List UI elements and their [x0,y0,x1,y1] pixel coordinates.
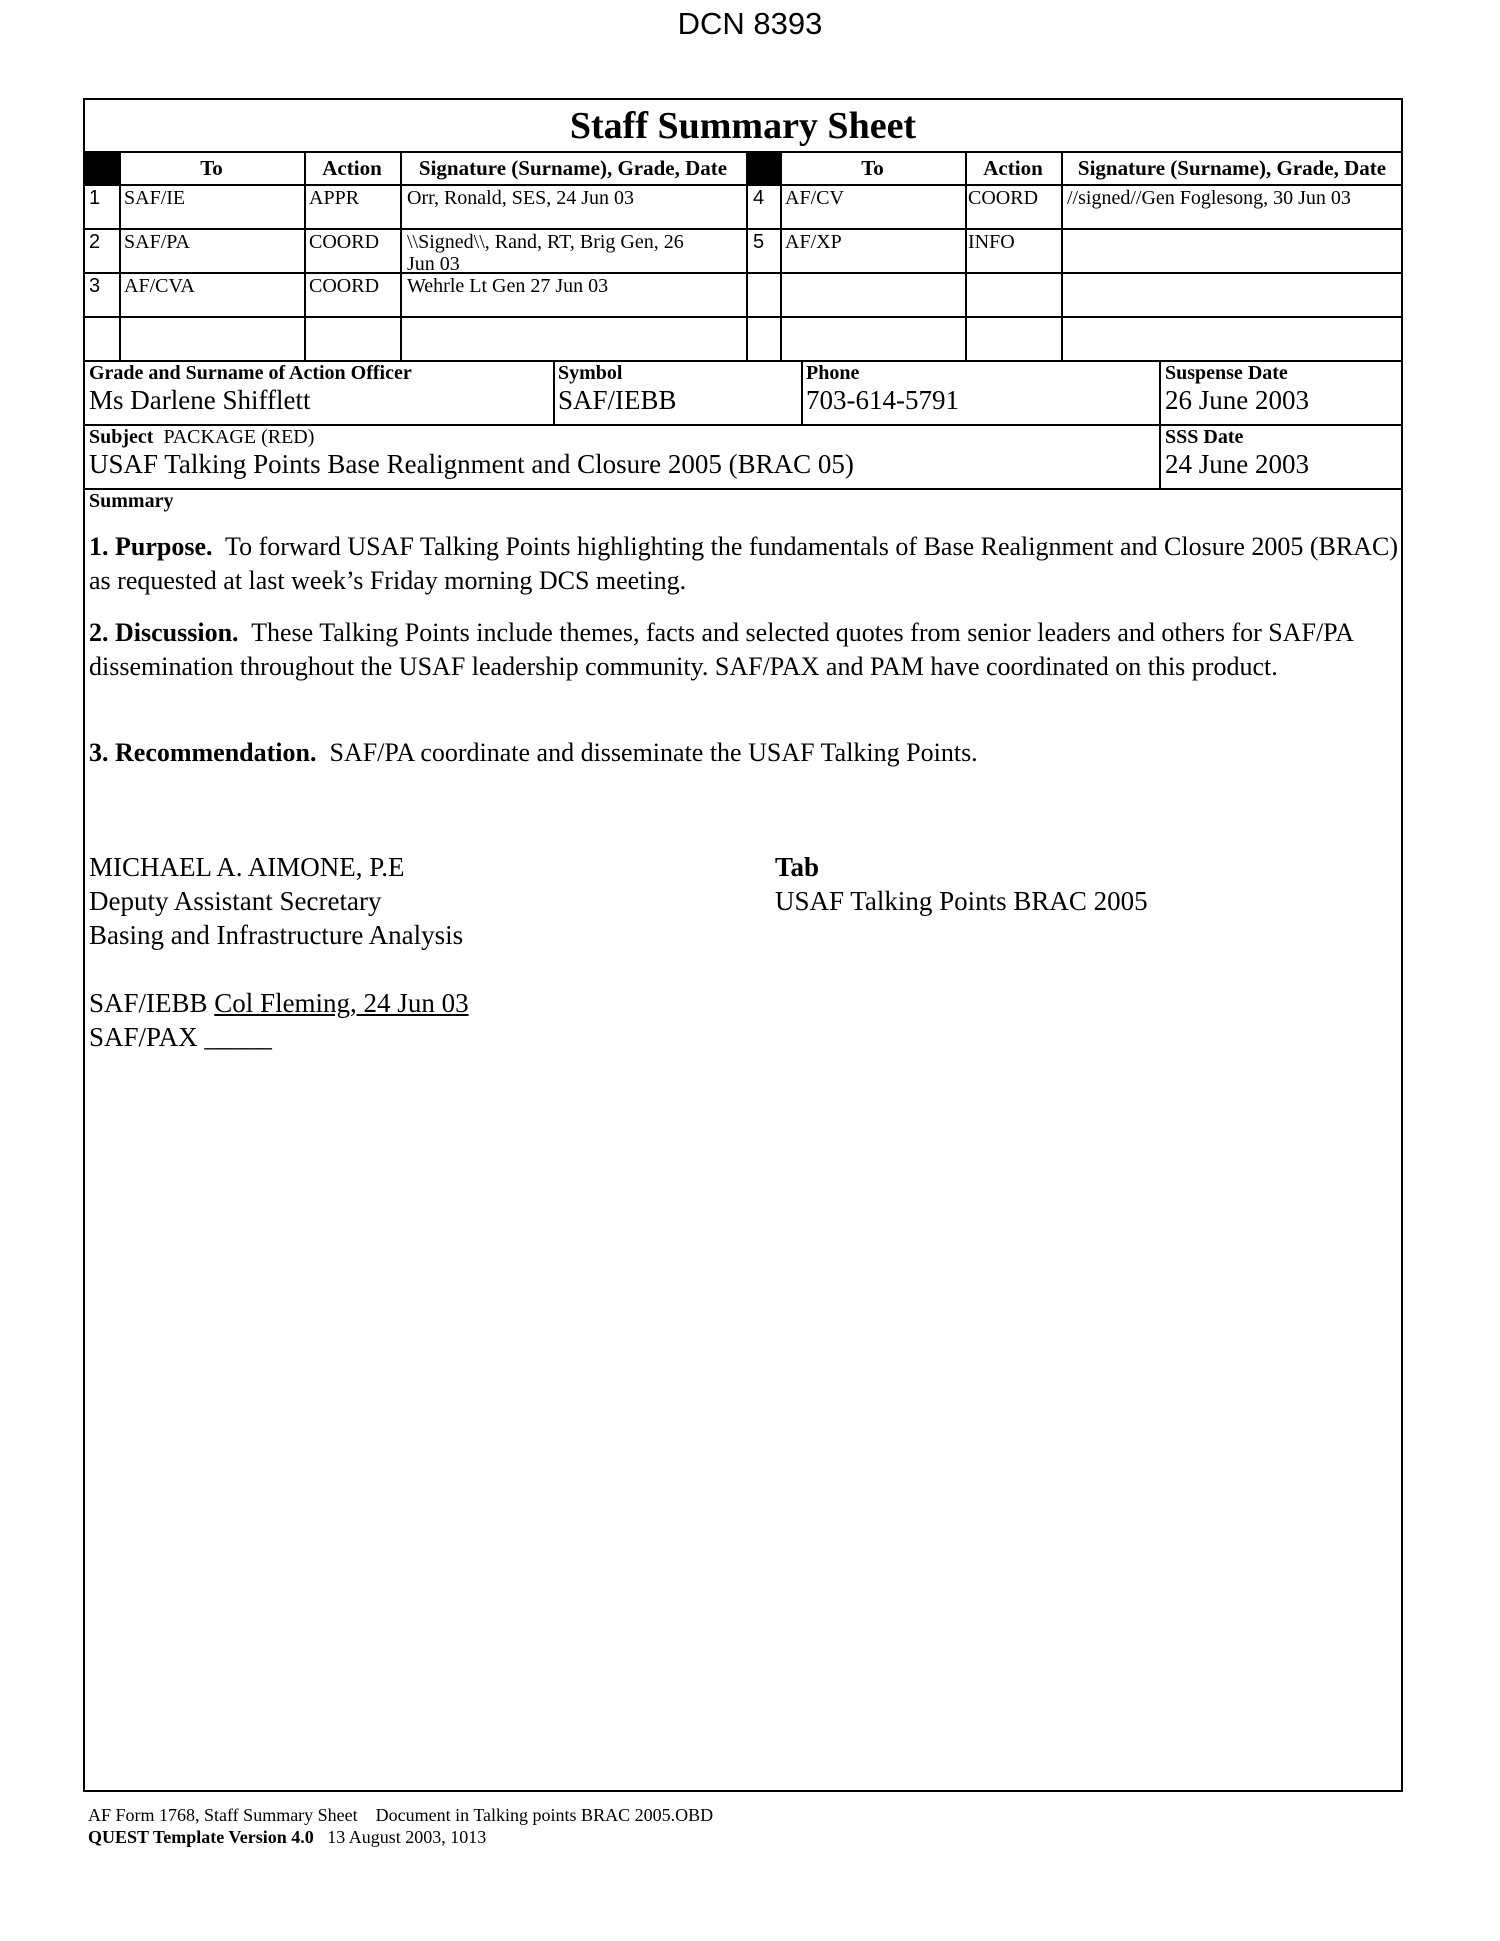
route-action-5: INFO [968,231,1015,253]
coord-line-1-value: Col Fleming, 24 Jun 03 [214,988,469,1018]
header-signature-right: Signature (Surname), Grade, Date [1077,156,1387,180]
recommendation-text: SAF/PA coordinate and disseminate the USAF Talking Points. [329,738,978,767]
coord-line-2-value: _____ [204,1022,272,1052]
purpose-heading: 1. Purpose. [89,532,213,561]
subject-value: USAF Talking Points Base Realignment and Closure 2005 (BRAC 05) [89,449,854,479]
route-to-3: AF/CVA [124,275,195,297]
recommendation-heading: 3. Recommendation. [89,738,317,767]
tab-item: USAF Talking Points BRAC 2005 [775,886,1148,916]
paragraph-recommendation [89,736,1403,770]
route-num-3: 3 [89,275,101,297]
header-black-square-left [85,152,119,184]
phone-label: Phone [806,362,860,384]
route-signature-4: //signed//Gen Foglesong, 30 Jun 03 [1067,187,1351,209]
route-to-4: AF/CV [785,187,844,209]
signer-title-2: Basing and Infrastructure Analysis [89,920,464,950]
coord-line-1-prefix: SAF/IEBB [89,988,208,1018]
route-num-1: 1 [89,187,101,209]
coord-line-2-prefix: SAF/PAX [89,1022,198,1052]
route-num-5: 5 [753,231,765,253]
subject-tag: PACKAGE (RED) [163,426,315,448]
discussion-text: These Talking Points include themes, facts and selected quotes from senior leaders and others for SAF/PA dissemination throughout the USAF leadership community. SAF/PAX and PAM have coordinated on this product. [89,618,1353,681]
route-signature-2-overflow: Jun 03 [407,253,460,270]
routing-row1-line [85,228,1401,230]
route-to-2: SAF/PA [124,231,190,253]
routing-row3-line [85,316,1401,318]
header-to-left: To [200,156,223,180]
route-action-1: APPR [309,187,360,209]
route-action-2: COORD [309,231,380,253]
route-signature-3: Wehrle Lt Gen 27 Jun 03 [407,275,609,297]
route-to-5: AF/XP [785,231,842,253]
route-signature-1: Orr, Ronald, SES, 24 Jun 03 [407,187,634,209]
sss-date-value: 24 June 2003 [1165,449,1309,479]
subject-bottom-line [85,488,1401,490]
signer-name: MICHAEL A. AIMONE, P.E [89,852,405,882]
discussion-heading: 2. Discussion. [89,618,239,647]
suspense-value: 26 June 2003 [1165,385,1309,415]
route-num-4: 4 [753,187,765,209]
subject-label: Subject [89,426,154,448]
purpose-text: To forward USAF Talking Points highlighting the fundamentals of Base Realignment and Closure 2005 (BRAC) as requested at last week’s Friday morning DCS meeting. [89,532,1399,595]
summary-label: Summary [89,490,174,512]
route-signature-2: \\Signed\\, Rand, RT, Brig Gen, 26 [407,231,684,253]
header-signature-left: Signature (Surname), Grade, Date [418,156,728,180]
paragraph-discussion [89,616,1403,684]
footer-template-version: QUEST Template Version 4.0 [88,1827,314,1847]
signer-title-1: Deputy Assistant Secretary [89,886,382,916]
footer-timestamp: 13 August 2003, 1013 [327,1827,487,1847]
route-num-2: 2 [89,231,101,253]
dcn-number: DCN 8393 [677,6,823,41]
tab-label: Tab [775,852,820,882]
staff-summary-form [83,98,1403,1792]
header-black-square-right [748,152,780,184]
route-action-3: COORD [309,275,380,297]
coord-line-1 [89,986,469,1020]
suspense-label: Suspense Date [1165,362,1288,384]
officer-divider-2 [801,360,803,424]
form-title: Staff Summary Sheet [569,105,917,147]
phone-value: 703-614-5791 [806,385,959,415]
officer-value: Ms Darlene Shifflett [89,385,311,415]
coord-line-2 [89,1020,272,1054]
footer-line-2 [88,1826,486,1848]
subject-label-line [89,426,314,448]
footer-line-1: AF Form 1768, Staff Summary Sheet Document in Talking points BRAC 2005.OBD [88,1805,714,1825]
routing-row2-line [85,272,1401,274]
sss-date-label: SSS Date [1165,426,1244,448]
header-to-right: To [861,156,884,180]
paragraph-purpose [89,530,1403,598]
header-action-left: Action [322,156,382,180]
symbol-value: SAF/IEBB [558,385,677,415]
symbol-label: Symbol [558,362,623,384]
officer-label: Grade and Surname of Action Officer [89,362,412,384]
officer-divider-1 [553,360,555,424]
routing-header-line [85,184,1401,186]
route-to-1: SAF/IE [124,187,186,209]
header-action-right: Action [983,156,1043,180]
route-action-4: COORD [968,187,1039,209]
